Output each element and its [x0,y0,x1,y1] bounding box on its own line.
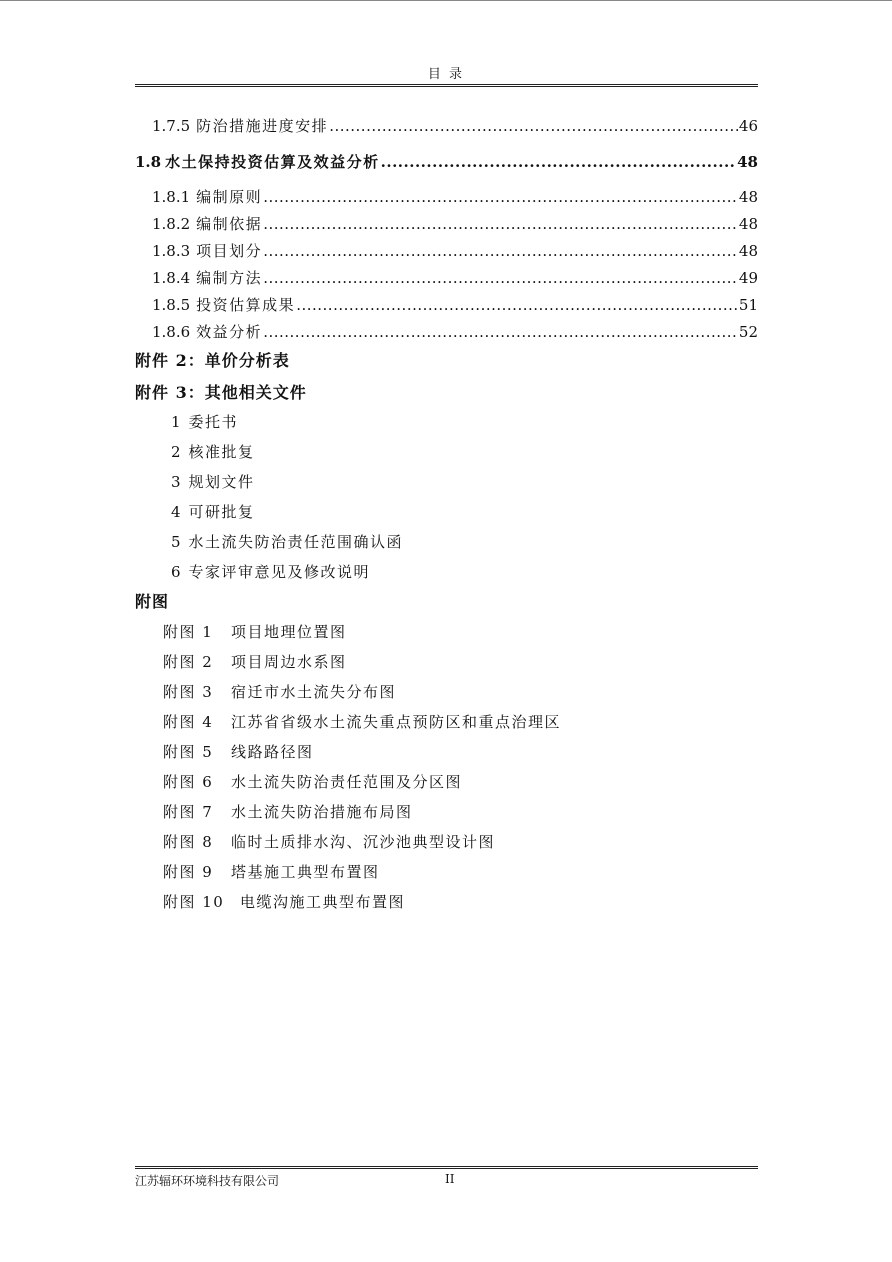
page-header-title: 目 录 [427,67,465,82]
figure-label: 宿迁市水土流失分布图 [231,683,397,701]
appendix-3-item[interactable] [171,411,238,433]
item-number: 1 [171,413,181,431]
figure-item[interactable] [163,861,380,883]
toc-number: 1.8.6 [152,323,191,341]
item-label: 专家评审意见及修改说明 [188,563,371,581]
toc-label: 防治措施进度安排 [196,117,329,135]
toc-entry-1-8-5[interactable] [135,291,758,315]
figure-number: 附图 3 [163,683,214,701]
item-label: 委托书 [188,413,239,431]
figure-label: 水土流失防治责任范围及分区图 [231,773,463,791]
appendix-3-item[interactable] [171,501,255,523]
toc-label: 编制原则 [196,188,263,206]
appendix-3-item[interactable] [171,441,255,463]
figure-item[interactable] [163,831,495,853]
figure-item[interactable] [163,681,396,703]
toc-leader [263,268,738,288]
toc-entry-1-8-2[interactable] [135,210,758,234]
toc-page-number: 48 [738,215,758,233]
footer-company-name: 江苏辐环环境科技有限公司 [135,1174,280,1188]
toc-label: 项目划分 [196,242,263,260]
figure-number: 附图 5 [163,743,214,761]
item-number: 3 [171,473,181,491]
toc-label: 效益分析 [196,323,263,341]
appendix-3-item[interactable] [171,471,255,493]
header-rule [135,84,758,87]
toc-page-number: 48 [737,153,758,171]
figure-label: 临时土质排水沟、沉沙池典型设计图 [231,833,496,851]
figure-item[interactable] [163,771,462,793]
item-label: 水土流失防治责任范围确认函 [188,533,404,551]
figure-item[interactable] [163,801,413,823]
toc-number: 1.7.5 [152,117,191,135]
figure-number: 附图 2 [163,653,214,671]
figure-label: 项目地理位置图 [231,623,347,641]
figure-label: 项目周边水系图 [231,653,347,671]
toc-page-number: 48 [738,188,758,206]
figure-number: 附图 10 [163,893,225,911]
figure-label: 水土流失防治措施布局图 [231,803,413,821]
figure-number: 附图 6 [163,773,214,791]
toc-entry-1-8[interactable] [135,148,758,172]
toc-entry-1-8-4[interactable] [135,264,758,288]
appendix-2-heading[interactable]: 附件 2：单价分析表 [135,351,290,370]
toc-leader [263,241,738,261]
toc-label: 编制方法 [196,269,263,287]
toc-leader [263,214,738,234]
item-number: 6 [171,563,181,581]
figures-heading[interactable]: 附图 [135,592,170,611]
figure-number: 附图 1 [163,623,214,641]
item-label: 规划文件 [188,473,255,491]
toc-page-number: 52 [738,323,758,341]
item-label: 可研批复 [188,503,255,521]
toc-leader [263,322,738,342]
toc-leader [381,152,737,172]
figure-item[interactable] [163,741,314,763]
figure-item[interactable] [163,711,561,733]
toc-leader [296,295,738,315]
item-number: 4 [171,503,181,521]
figure-number: 附图 4 [163,713,214,731]
toc-number: 1.8 [135,153,162,171]
figure-number: 附图 9 [163,863,214,881]
figure-item[interactable] [163,621,347,643]
figure-label: 电缆沟施工典型布置图 [240,893,406,911]
toc-entry-1-7-5[interactable] [135,112,758,136]
toc-number: 1.8.3 [152,242,191,260]
toc-page-number: 48 [738,242,758,260]
toc-label: 投资估算成果 [196,296,296,314]
toc-leader [329,116,738,136]
figure-label: 线路路径图 [231,743,314,761]
item-number: 2 [171,443,181,461]
toc-leader [263,187,738,207]
toc-number: 1.8.4 [152,269,191,287]
appendix-3-heading[interactable]: 附件 3：其他相关文件 [135,383,307,402]
toc-page-number: 49 [738,269,758,287]
toc-number: 1.8.1 [152,188,191,206]
toc-entry-1-8-6[interactable] [135,318,758,342]
item-label: 核准批复 [188,443,255,461]
figure-number: 附图 7 [163,803,214,821]
footer-page-number: II [445,1172,455,1186]
figure-item[interactable] [163,651,347,673]
toc-page-number: 51 [738,296,758,314]
figure-label: 塔基施工典型布置图 [231,863,380,881]
page-top-border [0,0,892,1]
figure-item[interactable] [163,891,405,913]
toc-label: 编制依据 [196,215,263,233]
toc-number: 1.8.2 [152,215,191,233]
toc-number: 1.8.5 [152,296,191,314]
toc-page-number: 46 [738,117,758,135]
figure-number: 附图 8 [163,833,214,851]
appendix-3-item[interactable] [171,531,403,553]
item-number: 5 [171,533,181,551]
footer-rule [135,1166,758,1169]
figure-label: 江苏省省级水土流失重点预防区和重点治理区 [231,713,562,731]
toc-label: 水土保持投资估算及效益分析 [165,153,380,171]
toc-entry-1-8-1[interactable] [135,183,758,207]
toc-entry-1-8-3[interactable] [135,237,758,261]
appendix-3-item[interactable] [171,561,370,583]
